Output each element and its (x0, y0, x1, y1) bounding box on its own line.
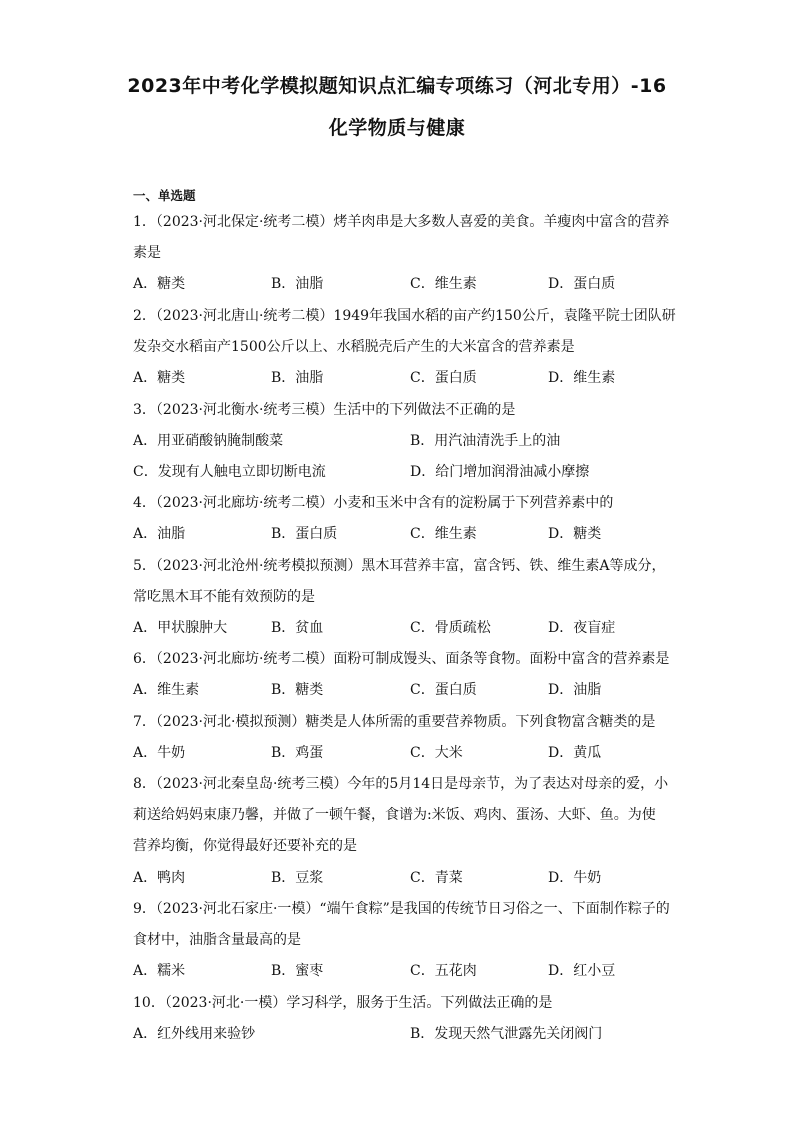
q1-option-d: D．蛋白质 (548, 276, 616, 292)
question-9-text-cont: 食材中，油脂含量最高的是 (133, 932, 301, 948)
q10-option-b: B．发现天然气泄露先关闭阀门 (410, 1026, 603, 1042)
question-1-text-cont: 素是 (133, 245, 161, 261)
question-8-text: 8．（2023·河北秦皇岛·统考三模）今年的5月14日是母亲节，为了表达对母亲的爱，小 (133, 776, 669, 792)
q6-option-d: D．油脂 (548, 682, 602, 698)
q3-option-d: D．给门增加润滑油减小摩擦 (410, 464, 590, 480)
section-heading: 一、单选题 (133, 188, 196, 203)
q4-option-d: D．糖类 (548, 526, 602, 542)
question-8-text-cont: 莉送给妈妈束康乃馨，并做了一顿午餐，食谱为:米饭、鸡肉、蛋汤、大虾、鱼。为使 (133, 807, 656, 823)
q6-option-c: C．蛋白质 (410, 682, 477, 698)
q3-option-b: B．用汽油清洗手上的油 (410, 433, 561, 449)
q7-option-a: A．牛奶 (133, 745, 186, 761)
question-4-text: 4．（2023·河北廊坊·统考二模）小麦和玉米中含有的淀粉属于下列营养素中的 (133, 495, 614, 511)
q5-option-c: C．骨质疏松 (410, 620, 491, 636)
q6-option-a: A．维生素 (133, 682, 200, 698)
q1-option-a: A．糖类 (133, 276, 186, 292)
q5-option-a: A．甲状腺肿大 (133, 620, 228, 636)
q2-option-c: C．蛋白质 (410, 370, 477, 386)
q8-option-a: A．鸭肉 (133, 870, 186, 886)
q1-option-b: B．油脂 (271, 276, 324, 292)
q7-option-d: D．黄瓜 (548, 745, 602, 761)
q7-option-b: B．鸡蛋 (271, 745, 324, 761)
q9-option-d: D．红小豆 (548, 963, 616, 979)
q9-option-b: B．蜜枣 (271, 963, 324, 979)
q4-option-a: A．油脂 (133, 526, 186, 542)
question-5-text-cont: 常吃黑木耳不能有效预防的是 (133, 589, 315, 605)
question-2-text-cont: 发杂交水稻亩产1500公斤以上、水稻脱壳后产生的大米富含的营养素是 (133, 339, 575, 355)
q1-option-c: C．维生素 (410, 276, 477, 292)
q7-option-c: C．大米 (410, 745, 463, 761)
q2-option-d: D．维生素 (548, 370, 616, 386)
question-1-text: 1．（2023·河北保定·统考二模）烤羊肉串是大多数人喜爱的美食。羊瘦肉中富含的营养 (133, 214, 670, 230)
q4-option-b: B．蛋白质 (271, 526, 338, 542)
q9-option-c: C．五花肉 (410, 963, 477, 979)
question-6-text: 6．（2023·河北廊坊·统考二模）面粉可制成馒头、面条等食物。面粉中富含的营养素是 (133, 651, 670, 667)
q6-option-b: B．糖类 (271, 682, 324, 698)
doc-title-line1: 2023年中考化学模拟题知识点汇编专项练习（河北专用）-16 (127, 75, 667, 97)
q9-option-a: A．糯米 (133, 963, 186, 979)
q5-option-b: B．贫血 (271, 620, 324, 636)
question-7-text: 7．（2023·河北·模拟预测）糖类是人体所需的重要营养物质。下列食物富含糖类的是 (133, 714, 656, 730)
q3-option-a: A．用亚硝酸钠腌制酸菜 (133, 433, 284, 449)
q4-option-c: C．维生素 (410, 526, 477, 542)
question-9-text: 9．（2023·河北石家庄·一模）“端午食粽”是我国的传统节日习俗之一、下面制作粽子的 (133, 901, 670, 917)
question-2-text: 2．（2023·河北唐山·统考二模）1949年我国水稻的亩产约150公斤，袁隆平院士团队研 (133, 308, 676, 324)
q2-option-a: A．糖类 (133, 370, 186, 386)
q2-option-b: B．油脂 (271, 370, 324, 386)
q8-option-d: D．牛奶 (548, 870, 602, 886)
question-10-text: 10．（2023·河北·一模）学习科学，服务于生活。下列做法正确的是 (133, 995, 553, 1011)
question-8-text-cont2: 营养均衡，你觉得最好还要补充的是 (133, 838, 357, 854)
q8-option-c: C．青菜 (410, 870, 463, 886)
q5-option-d: D．夜盲症 (548, 620, 616, 636)
question-3-text: 3．（2023·河北衡水·统考三模）生活中的下列做法不正确的是 (133, 402, 516, 418)
doc-title-line2: 化学物质与健康 (328, 117, 466, 139)
q8-option-b: B．豆浆 (271, 870, 324, 886)
q3-option-c: C．发现有人触电立即切断电流 (133, 464, 326, 480)
question-5-text: 5．（2023·河北沧州·统考模拟预测）黑木耳营养丰富，富含钙、铁、维生素A等成分， (133, 558, 666, 574)
q10-option-a: A．红外线用来验钞 (133, 1026, 256, 1042)
